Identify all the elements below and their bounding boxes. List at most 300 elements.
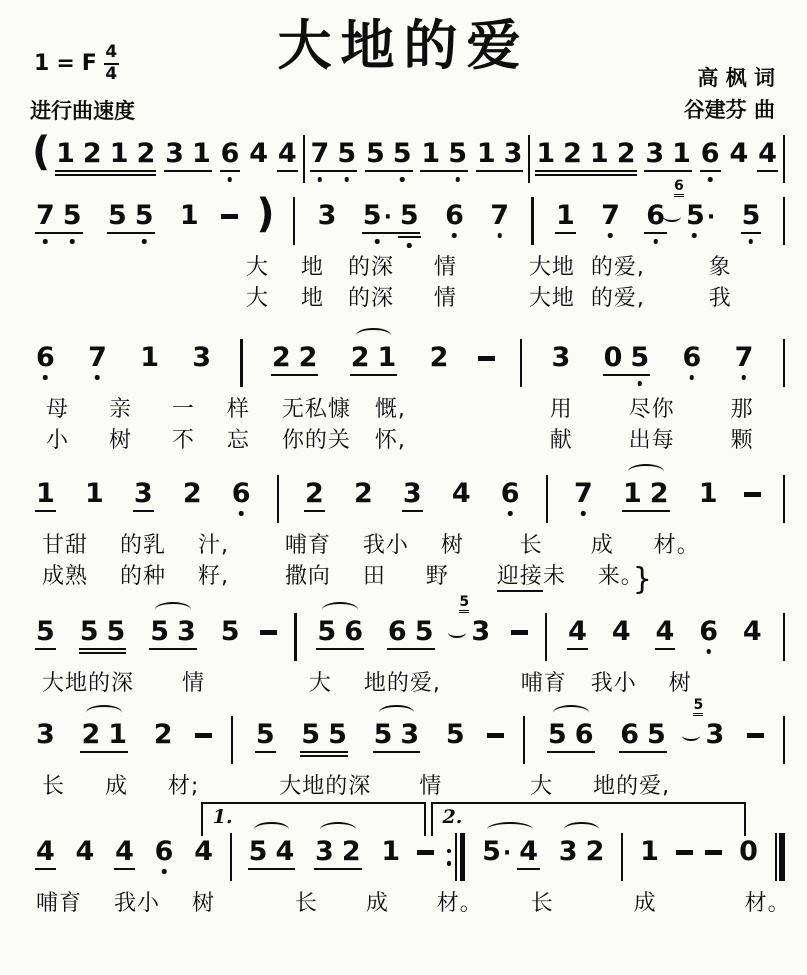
beam-line [79, 652, 127, 654]
note [586, 140, 613, 168]
note-group [564, 618, 591, 646]
note-group [111, 838, 138, 866]
note-digit: 5 [373, 719, 393, 750]
note-digit: 3 [400, 719, 420, 750]
lyric-line [6, 425, 801, 456]
beam-line [107, 232, 155, 234]
note [616, 721, 643, 749]
note-digit: 3 [645, 138, 665, 169]
tempo-marking: 进行曲速度 [30, 99, 135, 123]
beam-line [535, 170, 636, 172]
note [735, 838, 762, 866]
note-digit: 4 [758, 138, 777, 169]
octave-dot [638, 381, 643, 386]
note-underline [644, 232, 667, 234]
note-digit: 7 [490, 200, 510, 231]
lyric-text: 长 成 材; 大地的深 情 大 地的爱, [42, 774, 671, 799]
note [669, 178, 719, 232]
note-digit: 5 [362, 200, 382, 231]
octave-dot [708, 177, 713, 182]
augmentation-dot: · [383, 205, 392, 230]
note-group [548, 344, 575, 372]
note [301, 480, 328, 508]
beam-line [373, 751, 421, 753]
note-digit: 6 [620, 719, 639, 750]
note-digit: 3 [317, 200, 337, 231]
beam-line [316, 648, 364, 650]
note-group [32, 721, 59, 749]
beam-line [79, 648, 127, 650]
note-digit: 4 [75, 836, 95, 867]
beam-line [655, 648, 676, 650]
note-group [486, 202, 513, 230]
note-digit: 3 [705, 719, 725, 750]
note-digit: 4 [519, 836, 539, 867]
note [77, 721, 104, 749]
note-group [688, 697, 728, 750]
note-digit: 7 [574, 478, 593, 509]
note-digit: 2 [298, 342, 318, 373]
grace-note [458, 594, 471, 646]
note-digit: 6 [344, 616, 363, 647]
music-row [6, 344, 801, 394]
note [146, 618, 173, 646]
lyric-line [6, 283, 801, 314]
note [268, 344, 295, 372]
note-group [252, 721, 279, 749]
lyric-text: 母 亲 一 样 无私慷 慨, 用 尽你 那 [46, 397, 754, 422]
note-group [311, 838, 365, 866]
note [600, 344, 627, 372]
score-line [6, 594, 801, 699]
note-digit: 1 [672, 138, 691, 169]
note-group [179, 480, 206, 508]
note [548, 344, 575, 372]
note-digit: 4 [451, 478, 471, 509]
note [652, 618, 679, 646]
music-row [6, 178, 801, 252]
note [613, 140, 640, 168]
note-digit: 2 [353, 478, 373, 509]
note [190, 838, 217, 866]
note [636, 838, 663, 866]
note [619, 480, 646, 508]
lyric-text: 大 地 的深 情 大地 的爱, 我 [246, 286, 732, 311]
note [338, 838, 365, 866]
note [333, 140, 360, 168]
note-group [72, 838, 99, 866]
note-group [146, 618, 200, 646]
note-digit: 1 [84, 478, 104, 509]
beam-line [555, 232, 576, 234]
note-digit: 2 [82, 138, 102, 169]
note [179, 480, 206, 508]
barline [783, 197, 785, 245]
verse-brace: } [632, 562, 653, 597]
note [274, 140, 301, 168]
octave-dot [749, 239, 754, 244]
note [188, 344, 215, 372]
note [411, 618, 438, 646]
note [754, 140, 781, 168]
note [161, 140, 188, 168]
lyric-line [6, 561, 801, 597]
note [271, 838, 298, 866]
note-digit: 2 [616, 138, 636, 169]
note-digit: 5 [220, 616, 240, 647]
music-row [6, 480, 801, 530]
dash-note [705, 850, 722, 855]
barline [277, 475, 279, 523]
note-digit: 5 [79, 616, 99, 647]
note-group [370, 721, 424, 749]
note-digit: 7 [36, 200, 55, 231]
note-group [151, 838, 178, 866]
score-line [6, 478, 801, 597]
lyric-text: 未 来。 [542, 564, 633, 589]
note-digit: 2 [153, 719, 173, 750]
lyric-line [6, 668, 801, 699]
note-digit: 6 [387, 616, 407, 647]
note-digit: 1 [36, 478, 55, 509]
barline [783, 716, 785, 764]
beam-line [362, 232, 420, 234]
final-barline [775, 833, 785, 881]
note-digit: 1 [140, 342, 159, 373]
note-digit: 7 [310, 138, 330, 169]
beam-line [300, 755, 348, 757]
beam-line [603, 374, 651, 376]
note-digit: 4 [275, 836, 295, 867]
note-digit: 1 [381, 836, 401, 867]
note [133, 140, 160, 168]
note [444, 140, 471, 168]
octave-dot [452, 233, 457, 238]
note-digit: 5 [337, 138, 357, 169]
note-digit: 7 [601, 200, 620, 231]
note-digit: 5 [448, 138, 468, 169]
beam-line [149, 648, 197, 650]
lyric-line [6, 530, 801, 561]
beam-line [741, 232, 762, 234]
note [646, 480, 673, 508]
note [448, 480, 475, 508]
barline [520, 339, 522, 387]
note [52, 140, 79, 168]
barline [783, 613, 785, 661]
note [500, 140, 527, 168]
note-group [441, 202, 468, 230]
note-group [350, 480, 377, 508]
dash-note [744, 492, 761, 497]
note [347, 344, 374, 372]
note-group [570, 480, 597, 508]
note [150, 721, 177, 749]
note-digit: 5 [107, 200, 127, 231]
note [697, 140, 724, 168]
note-digit: 3 [471, 616, 491, 647]
note-digit: 1 [179, 200, 199, 231]
note-digit: 4 [36, 836, 55, 867]
note-group [245, 838, 299, 866]
note-group [190, 838, 217, 866]
note [739, 618, 766, 646]
note-group [136, 344, 163, 372]
note-digit: 1 [476, 138, 496, 169]
beam-line [271, 374, 319, 376]
beam-line [133, 510, 154, 512]
tie-icon [682, 730, 700, 741]
credits [684, 62, 775, 126]
octave-dot [95, 375, 100, 380]
note-digit: 2 [136, 138, 156, 169]
lyric-text: 大地的深 情 大 地的爱, 哺育 我小 树 [42, 671, 692, 696]
note-underline [517, 868, 540, 870]
note [532, 140, 559, 168]
note-group [217, 140, 244, 168]
note [497, 480, 524, 508]
note-group [725, 140, 752, 168]
note-digit: 4 [568, 616, 587, 647]
note-digit: 1 [698, 478, 718, 509]
music-row [6, 697, 801, 771]
volta-bracket [431, 802, 747, 836]
lyric-line [6, 888, 801, 919]
note-digit: 2 [341, 836, 361, 867]
lyric-text: 甘甜 的乳 汁, 哺育 我小 树 长 成 材。 [42, 533, 700, 558]
note-digit: 1 [191, 138, 211, 169]
beam-line [619, 751, 667, 753]
barline [531, 197, 533, 245]
note-group [679, 344, 706, 372]
note-digit: 1 [109, 138, 129, 169]
note-group [228, 480, 255, 508]
note [32, 344, 59, 372]
note [111, 838, 138, 866]
dash-note [195, 733, 212, 738]
note [32, 202, 59, 230]
note-digit: 3 [402, 478, 422, 509]
note [245, 140, 272, 168]
dash-note [417, 850, 434, 855]
barline [294, 613, 296, 661]
beam-line [476, 170, 524, 172]
note [32, 618, 59, 646]
note-group [32, 344, 59, 372]
note [245, 838, 272, 866]
note-group [454, 594, 494, 647]
note-digit: 6 [154, 836, 174, 867]
note-digit: 6 [699, 616, 719, 647]
note [188, 140, 215, 168]
note [151, 838, 178, 866]
note [570, 480, 597, 508]
note-group [616, 721, 670, 749]
note-group [130, 480, 157, 508]
note-group [652, 618, 679, 646]
barline [240, 339, 242, 387]
note [84, 344, 111, 372]
note [130, 480, 157, 508]
note-group [544, 721, 598, 749]
note-group [739, 618, 766, 646]
note [486, 202, 513, 230]
note-digit: 1 [108, 719, 128, 750]
lyric-line [6, 394, 801, 425]
note-digit: 1 [640, 836, 659, 867]
tie-icon [448, 627, 466, 638]
barline [303, 135, 305, 183]
note-group [642, 178, 719, 232]
note-digit: 5 [547, 719, 567, 750]
note-digit: 4 [249, 138, 269, 169]
note [32, 838, 59, 866]
note [362, 140, 389, 168]
dash-note [221, 214, 238, 219]
note-group [473, 140, 527, 168]
note [104, 721, 131, 749]
slur-arc [322, 602, 358, 617]
note [131, 202, 158, 230]
note-digit: 1 [555, 200, 575, 231]
note [359, 202, 396, 232]
note-group [377, 838, 404, 866]
note-group [384, 618, 438, 646]
note-group [313, 618, 367, 646]
note-group [532, 140, 639, 168]
note [738, 202, 765, 230]
note-group [399, 480, 426, 508]
note-digit: 5 [248, 836, 268, 867]
beam-line [314, 868, 362, 870]
note-digit: 6 [36, 342, 55, 373]
note-group [754, 140, 781, 168]
sheet-header [0, 0, 807, 130]
note-group [448, 480, 475, 508]
note [731, 344, 758, 372]
lyric-text: 成熟 的种 籽, 撒向 田 野 [42, 564, 497, 589]
note-digit: 4 [729, 138, 749, 169]
octave-dot [742, 375, 747, 380]
note [252, 721, 279, 749]
score-line [6, 697, 801, 802]
note-digit: 2 [649, 478, 669, 509]
note-digit: 5 [328, 719, 347, 750]
note-digit: 5 [399, 200, 419, 231]
note-group [274, 140, 301, 168]
barline [546, 475, 548, 523]
note [103, 618, 130, 646]
note-digit: 2 [429, 342, 449, 373]
octave-dot [706, 649, 711, 654]
barline [230, 833, 232, 881]
note-digit: 6 [231, 478, 251, 509]
beam-line [255, 751, 276, 753]
thick-barline [460, 833, 466, 881]
note-digit: 5 [630, 342, 650, 373]
beam-line [304, 510, 325, 512]
octave-dot [318, 177, 323, 182]
note [297, 721, 324, 749]
beam-line [535, 174, 636, 176]
note-digit: 5 [36, 616, 55, 647]
note [377, 838, 404, 866]
note [59, 202, 86, 230]
beam-line [644, 170, 692, 172]
note [311, 838, 338, 866]
note [217, 140, 244, 168]
note [582, 838, 609, 866]
note [324, 721, 351, 749]
note [81, 480, 108, 508]
octave-dot [70, 239, 75, 244]
note-digit: 7 [734, 342, 754, 373]
note-digit: 3 [192, 342, 212, 373]
note [106, 140, 133, 168]
thick-barline [779, 833, 785, 881]
note-digit: 2 [182, 478, 202, 509]
beam-line [164, 170, 212, 172]
parenthesis: ( [32, 129, 51, 175]
music-row [6, 594, 801, 668]
note-group [362, 140, 416, 168]
note-group [735, 838, 762, 866]
note [79, 140, 106, 168]
note-group [32, 480, 59, 508]
octave-dot [581, 511, 586, 516]
note-group [597, 202, 624, 230]
note-group [245, 140, 272, 168]
note-digit: 5 [646, 719, 666, 750]
augmentation-dot: · [502, 841, 512, 866]
lyric-underlined: 迎接 [497, 564, 543, 592]
note [176, 202, 203, 230]
repeat-barline [447, 833, 466, 881]
repeat-dot [447, 849, 452, 854]
note [307, 140, 334, 168]
dash-note [747, 733, 764, 738]
note-digit: 4 [115, 836, 134, 867]
note-digit: 3 [177, 616, 196, 647]
note [417, 140, 444, 168]
composer-credit: 谷建芬 曲 [683, 98, 775, 122]
note-digit: 6 [574, 719, 594, 750]
note [217, 618, 244, 646]
barline [231, 716, 233, 764]
beam-line [55, 170, 156, 172]
note [396, 202, 423, 232]
note [426, 344, 453, 372]
note-group [81, 480, 108, 508]
beam-line [700, 170, 721, 172]
note-digit: 2 [271, 342, 291, 373]
note [442, 721, 469, 749]
note-group [641, 140, 695, 168]
note-group [32, 202, 86, 230]
note-group [695, 618, 722, 646]
score-line [6, 806, 801, 919]
note [76, 618, 103, 646]
octave-dot [142, 239, 147, 244]
note-digit: 5 [150, 616, 169, 647]
note-group [32, 618, 59, 646]
beam-line [365, 170, 413, 172]
note [32, 480, 59, 508]
note-digit: 5 [255, 719, 275, 750]
score-line [6, 178, 801, 314]
slur-arc [155, 602, 191, 617]
note-digit: 5 [392, 138, 412, 169]
